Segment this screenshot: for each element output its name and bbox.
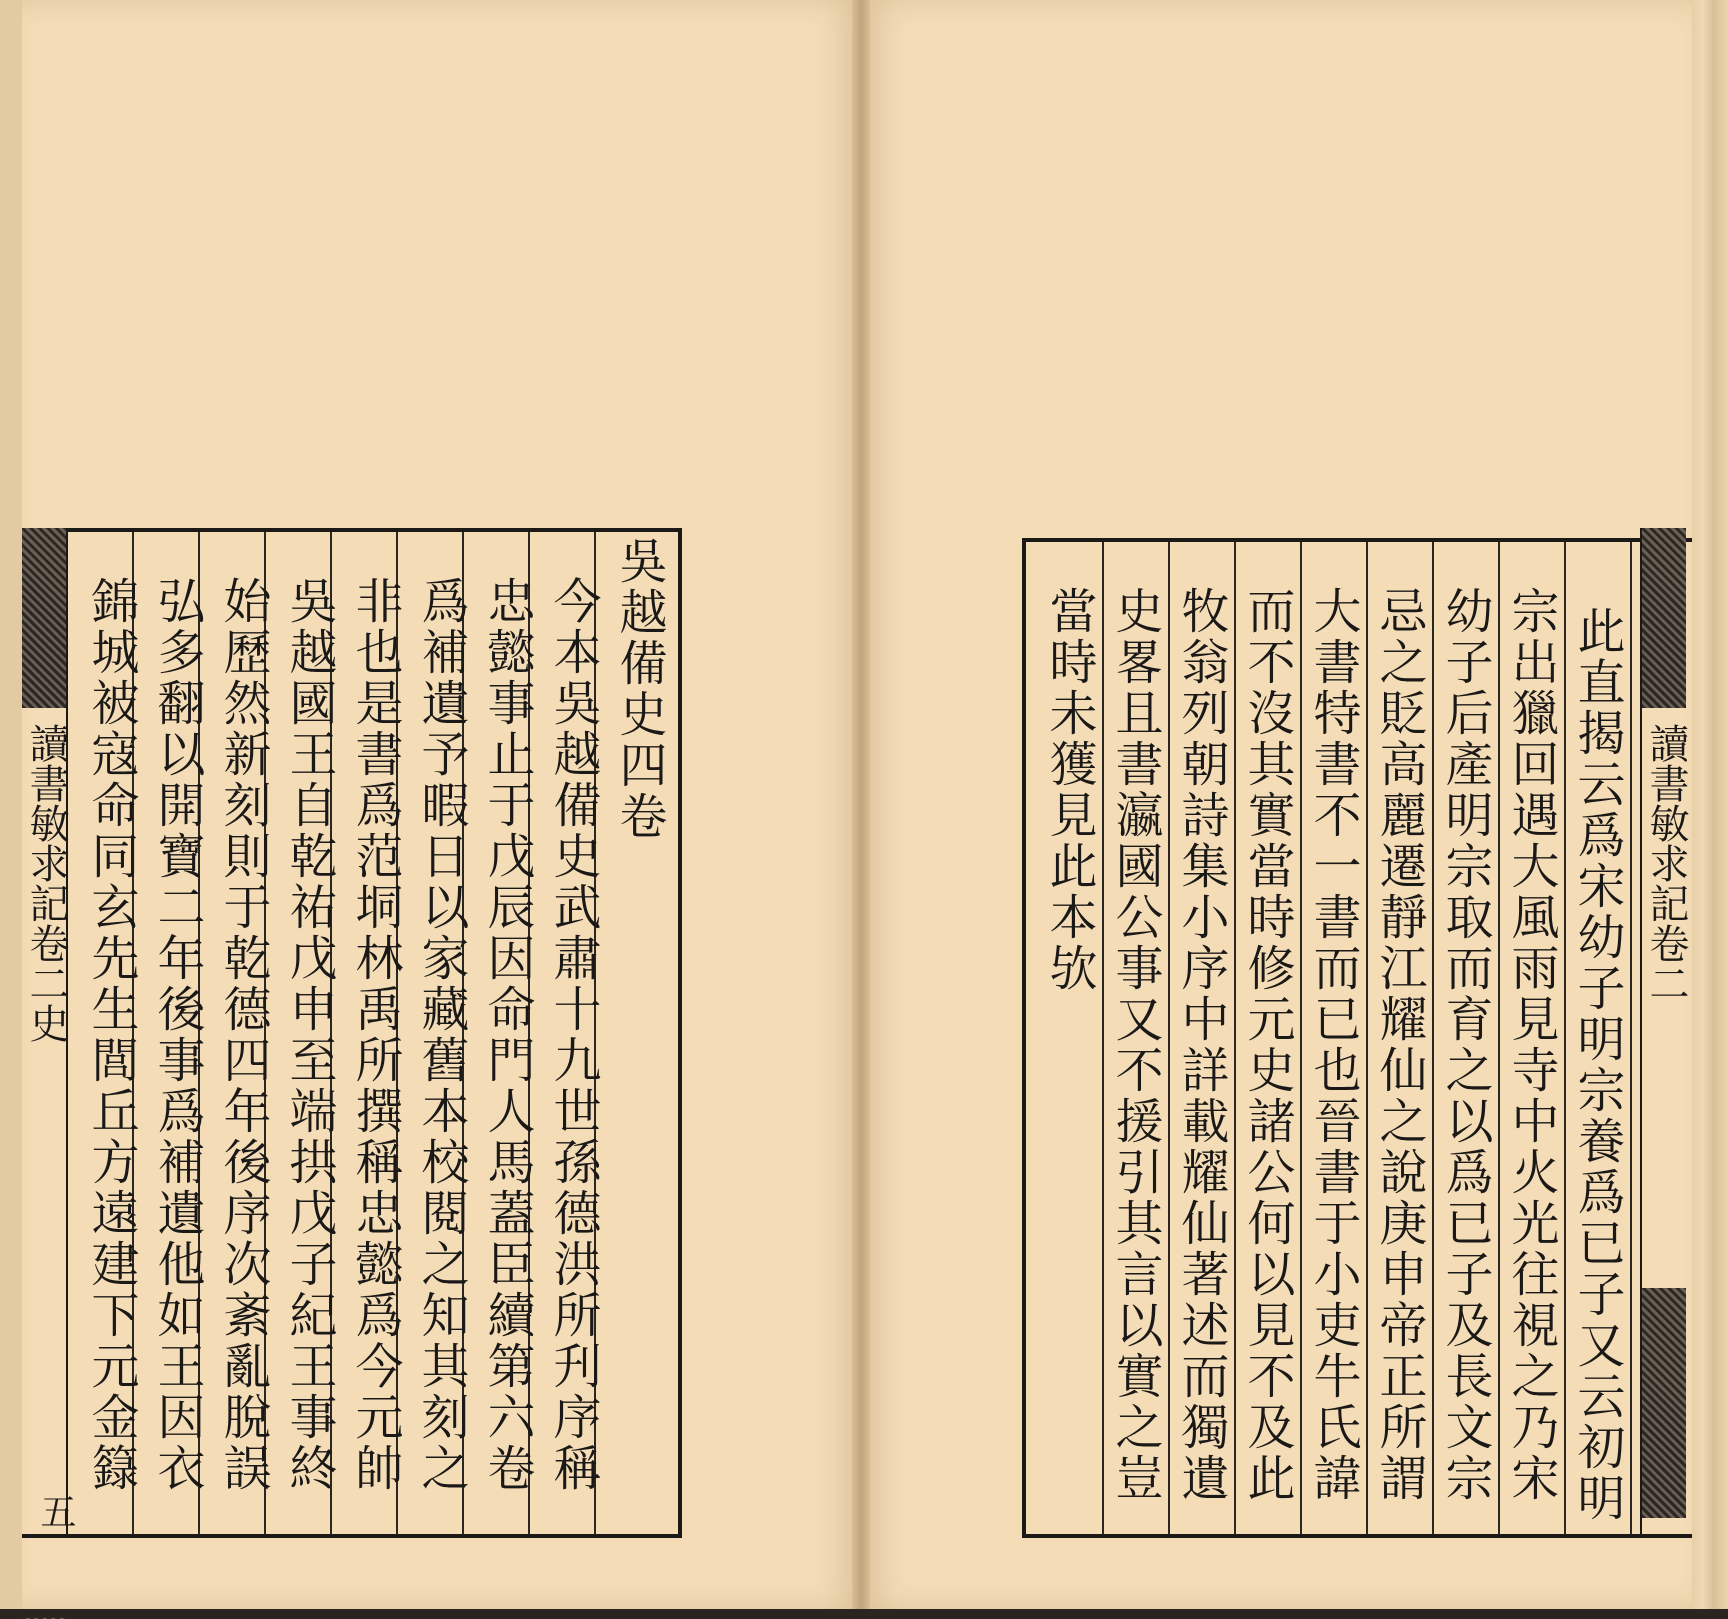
- right-center-strip: [1640, 528, 1689, 1538]
- text-column: 忠懿事止于戊辰因命門人馬蓋臣續第六卷: [479, 576, 535, 1494]
- column-rule: [1630, 542, 1632, 1534]
- text-column: 弘多翻以開寶二年後事爲補遺他如王因衣: [149, 576, 205, 1494]
- book-title-strip: 讀書敏求記卷二: [1643, 723, 1689, 1003]
- text-column: 牧翁列朝詩集小序中詳載耀仙著述而獨遺: [1173, 586, 1229, 1504]
- text-column: 幼子后產明宗取而育之以爲已子及長文宗: [1437, 586, 1493, 1504]
- text-column: 吳越備史四卷: [611, 536, 667, 842]
- page-number: 五: [35, 1493, 76, 1529]
- text-column: 錦城被寇命同玄先生閭丘方遠建下元金籙: [83, 576, 139, 1494]
- text-column: 而不沒其實當時修元史諸公何以見不及此: [1239, 586, 1295, 1504]
- text-column: 始歷然新刻則于乾德四年後序次紊亂脫誤: [215, 576, 271, 1494]
- book-title-strip: 讀書敏求記卷二史: [23, 723, 69, 1043]
- left-edge: [0, 0, 22, 1609]
- text-column: 今本吳越備史武肅十九世孫德洪所刋序稱: [545, 576, 601, 1494]
- text-column: 非也是書爲范垌林禹所撰稱忠懿爲今元帥: [347, 576, 403, 1494]
- text-column: 忌之貶高麗遷靜江耀仙之說庚申帝正所謂: [1371, 586, 1427, 1504]
- fish-tail-ornament: [1642, 1288, 1686, 1518]
- left-center-strip: [22, 528, 76, 1538]
- text-column: 爲補遺予暇日以家藏舊本校閱之知其刻之: [413, 576, 469, 1494]
- left-text-frame: [22, 528, 682, 1538]
- fish-tail-ornament: [1642, 528, 1686, 708]
- text-column: 當時未獲見此本欤: [1041, 586, 1097, 994]
- right-text-frame: [1022, 538, 1692, 1538]
- book-gutter: [852, 0, 870, 1609]
- text-column: 宗出獵回遇大風雨見寺中火光往視之乃宋: [1503, 586, 1559, 1504]
- text-column: 史畧且書瀛國公事又不援引其言以實之豈: [1107, 586, 1163, 1504]
- text-column: 吳越國王自乾祐戊申至端拱戊子紀王事終: [281, 576, 337, 1494]
- text-column: 大書特書不一書而已也晉書于小吏牛氏諱: [1305, 586, 1361, 1504]
- text-column: 此直揭云爲宋幼子明宗養爲已子又云初明: [1569, 606, 1625, 1524]
- right-page-edges: [1692, 0, 1728, 1609]
- fish-tail-ornament: [22, 528, 66, 708]
